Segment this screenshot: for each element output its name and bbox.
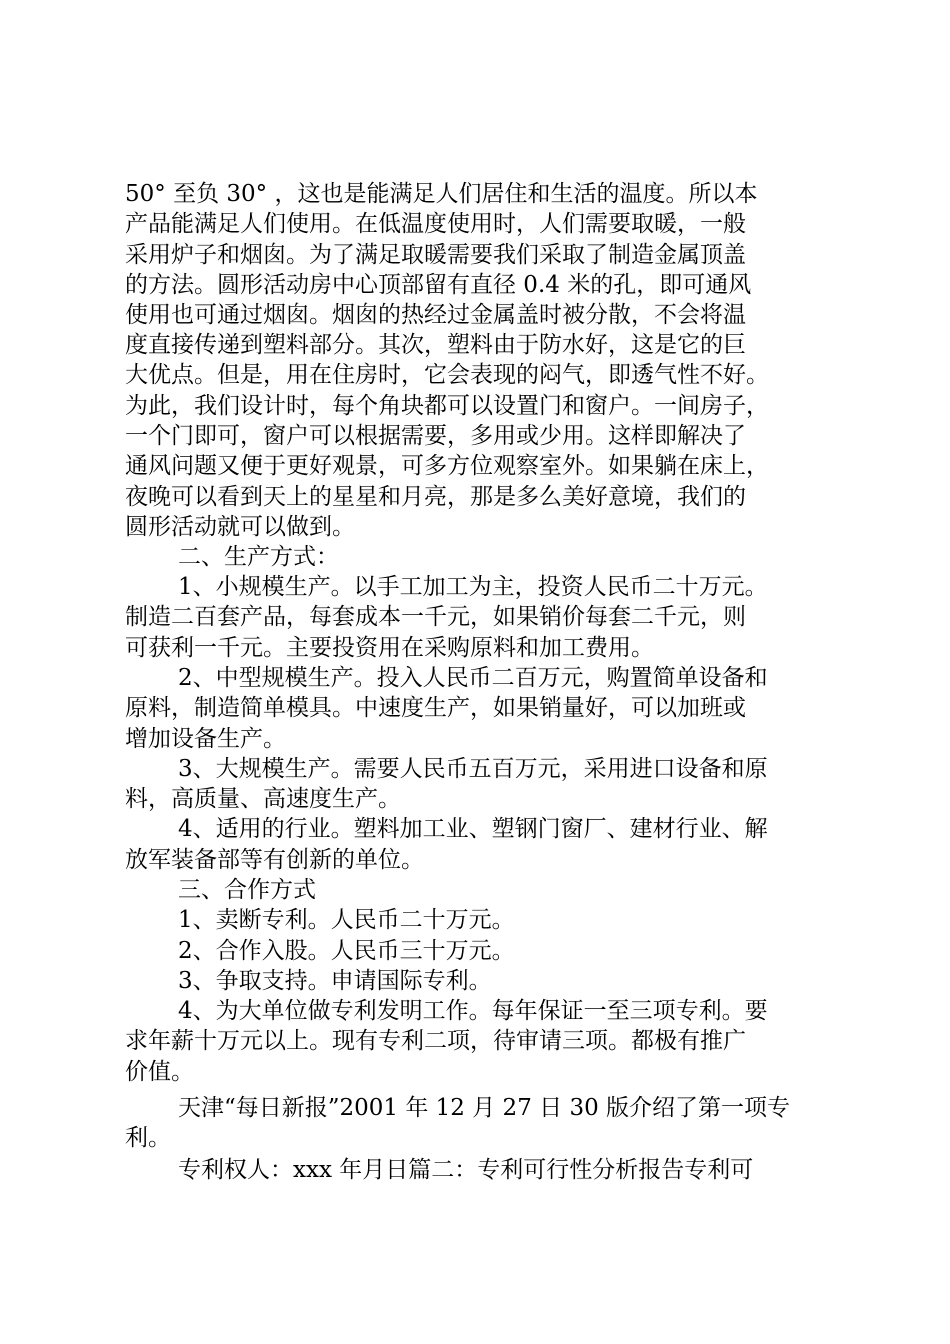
text-line: 大优点。但是，用在住房时，它会表现的闷气，即透气性不好。 [125,362,769,388]
text-line: 通风问题又便于更好观景，可多方位观察室外。如果躺在床上， [125,453,769,479]
text-line: 求年薪十万元以上。现有专利二项，待审请三项。都极有推广 [125,1028,746,1054]
text-line: 料，高质量、高速度生产。 [125,786,401,812]
text-line: 为此，我们设计时，每个角块都可以设置门和窗户。一间房子， [125,393,769,419]
text-line: 4、适用的行业。塑料加工业、塑钢门窗厂、建材行业、解 [178,816,768,842]
text-line: 可获利一千元。主要投资用在采购原料和加工费用。 [125,635,654,661]
text-line: 价值。 [125,1059,194,1085]
text-line: 的方法。圆形活动房中心顶部留有直径 0.4 米的孔，即可通风 [125,272,752,298]
text-line: 利。 [125,1125,171,1151]
text-line: 3、争取支持。申请国际专利。 [178,968,492,994]
text-line: 原料，制造简单模具。中速度生产，如果销量好，可以加班或 [125,695,746,721]
text-line: 放军装备部等有创新的单位。 [125,847,424,873]
text-line: 增加设备生产。 [125,726,286,752]
section-heading: 三、合作方式 [178,877,316,903]
text-line: 2、合作入股。人民币三十万元。 [178,938,515,964]
text-line: 使用也可通过烟囱。烟囱的热经过金属盖时被分散，不会将温 [125,302,746,328]
text-line: 专利权人：xxx 年月日篇二：专利可行性分析报告专利可 [178,1157,754,1183]
text-line: 4、为大单位做专利发明工作。每年保证一至三项专利。要 [178,998,768,1024]
text-line: 一个门即可，窗户可以根据需要，多用或少用。这样即解决了 [125,423,746,449]
text-line: 50° 至负 30° ，这也是能满足人们居住和生活的温度。所以本 [125,181,758,207]
section-heading: 二、生产方式： [178,544,339,570]
text-line: 3、大规模生产。需要人民币五百万元，采用进口设备和原 [178,756,768,782]
text-line: 产品能满足人们使用。在低温度使用时，人们需要取暖，一般 [125,211,746,237]
text-line: 夜晚可以看到天上的星星和月亮，那是多么美好意境，我们的 [125,484,746,510]
text-line: 1、小规模生产。以手工加工为主，投资人民币二十万元。 [178,574,768,600]
text-line: 1、卖断专利。人民币二十万元。 [178,907,515,933]
text-line: 天津“每日新报”2001 年 12 月 27 日 30 版介绍了第一项专 [178,1095,791,1121]
text-line: 圆形活动就可以做到。 [125,514,355,540]
text-line: 制造二百套产品，每套成本一千元，如果销价每套二千元，则 [125,604,746,630]
text-line: 采用炉子和烟囱。为了满足取暖需要我们采取了制造金属顶盖 [125,242,746,268]
text-line: 度直接传递到塑料部分。其次，塑料由于防水好，这是它的巨 [125,332,746,358]
text-line: 2、中型规模生产。投入人民币二百万元，购置简单设备和 [178,665,768,691]
